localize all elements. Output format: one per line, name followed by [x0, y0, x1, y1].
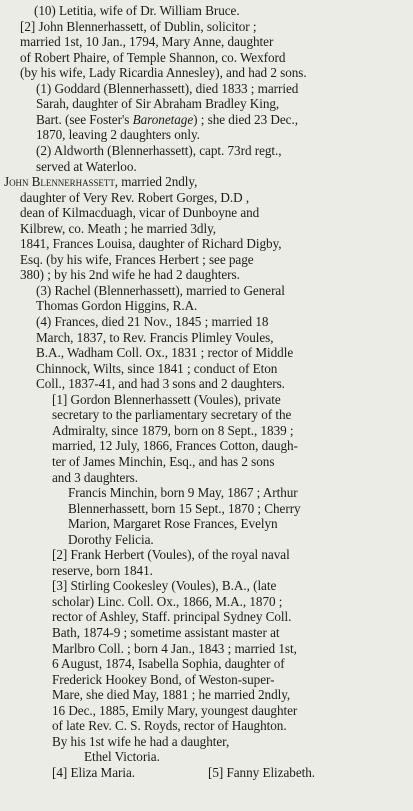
text-line: served at Waterloo. — [36, 158, 137, 174]
text-line — [4, 174, 197, 190]
text-line: March, 1837, to Rev. Francis Plimley Voules, — [36, 329, 274, 345]
text-line: 6 August, 1874, Isabella Sophia, daughter of — [52, 656, 285, 672]
text-line: Admiralty, since 1879, born on 8 Sept., 1839 ; — [52, 422, 294, 438]
text-line: Kilbrew, co. Meath ; he married 3dly, — [20, 220, 217, 236]
text-line: (3) Rachel (Blennerhassett), married to General — [36, 282, 285, 298]
text-line: and 3 daughters. — [52, 469, 138, 485]
smallcaps-name: John Blennerhassett — [4, 174, 115, 190]
text-line: Marion, Margaret Rose Frances, Evelyn — [68, 516, 278, 532]
text-fragment: , married 2ndly, — [114, 174, 198, 190]
text-line: Sarah, daughter of Sir Abraham Bradley King, — [36, 96, 280, 112]
text-line: (4) Frances, died 21 Nov., 1845 ; married 18 — [36, 314, 269, 329]
text-line: 1870, leaving 2 daughters only. — [36, 127, 200, 143]
text-line: 16 Dec., 1885, Emily Mary, youngest daughter — [52, 702, 298, 718]
text-line: Chinnock, Wilts, since 1841 ; conduct of Eton — [36, 360, 278, 376]
text-line: secretary to the parliamentary secretary of the — [52, 407, 292, 423]
text-line: ter of James Minchin, Esq., and has 2 sons — [52, 453, 275, 469]
text-line: [3] Stirling Cookesley (Voules), B.A., (late — [52, 578, 277, 594]
text-line: Blennerhassett, born 15 Sept., 1870 ; Cherry — [68, 500, 301, 516]
text-line: Bath, 1874-9 ; sometime assistant master at — [52, 625, 280, 640]
text-line: (by his wife, Lady Ricardia Annesley), and had 2 sons. — [20, 65, 307, 81]
text-line: Coll., 1837-41, and had 3 sons and 2 daughters. — [36, 376, 285, 392]
text-line: Bart. (see Foster's Baronetage) ; she died 23 Dec., — [36, 111, 298, 127]
text-line: [5] Fanny Elizabeth. — [208, 764, 316, 780]
text-line: Marlbro Coll. ; born 4 Jan., 1843 ; married 1st, — [52, 640, 297, 656]
text-line: 1841, Frances Louisa, daughter of Richard Digby, — [20, 236, 282, 252]
text-line: [1] Gordon Blennerhassett (Voules), private — [52, 391, 281, 407]
text-line: Thomas Gordon Higgins, R.A. — [36, 298, 198, 314]
text-line: daughter of Very Rev. Robert Gorges, D.D , — [20, 189, 250, 205]
text-line: (1) Goddard (Blennerhassett), died 1833 ; married — [36, 80, 299, 96]
text-line: (2) Aldworth (Blennerhassett), capt. 73rd regt., — [36, 142, 282, 158]
text-line: [2] John Blennerhassett, of Dublin, solicitor ; — [20, 18, 257, 34]
text-line: married 1st, 10 Jan., 1794, Mary Anne, daughter — [20, 34, 274, 50]
text-line: reserve, born 1841. — [52, 562, 153, 578]
text-line: Dorothy Felicia. — [68, 531, 154, 547]
text-line: married, 12 July, 1866, Frances Cotton, daugh- — [52, 438, 298, 454]
text-line: By his 1st wife he had a daughter, — [52, 733, 230, 749]
text-line: of Robert Phaire, of Temple Shannon, co. Wexford — [20, 49, 286, 65]
text-line: Frederick Hookey Bond, of Weston-super- — [52, 671, 275, 687]
text-line: 380) ; by his 2nd wife he had 2 daughters. — [20, 267, 240, 283]
text-line: (10) Letitia, wife of Dr. William Bruce. — [34, 3, 240, 18]
text-line: Esq. (by his wife, Frances Herbert ; see page — [20, 251, 254, 267]
text-line: scholar) Linc. Coll. Ox., 1866, M.A., 1870 ; — [52, 593, 283, 609]
text-line: Ethel Victoria. — [84, 749, 160, 765]
text-line: B.A., Wadham Coll. Ox., 1831 ; rector of Middle — [36, 345, 294, 361]
text-line: Mare, she died May, 1881 ; he married 2ndly, — [52, 687, 291, 703]
italic-term: Baronetage — [132, 111, 194, 127]
text-line: [4] Eliza Maria. — [52, 764, 136, 780]
text-line: Francis Minchin, born 9 May, 1867 ; Arthur — [68, 485, 298, 501]
text-line: of late Rev. C. S. Royds, rector of Haughton. — [52, 718, 287, 734]
text-line: [2] Frank Herbert (Voules), of the royal naval — [52, 547, 290, 563]
text-line: dean of Kilmacduagh, vicar of Dunboyne and — [20, 205, 260, 221]
text-line: rector of Ashley, Staff. principal Sydney Coll. — [52, 609, 292, 625]
